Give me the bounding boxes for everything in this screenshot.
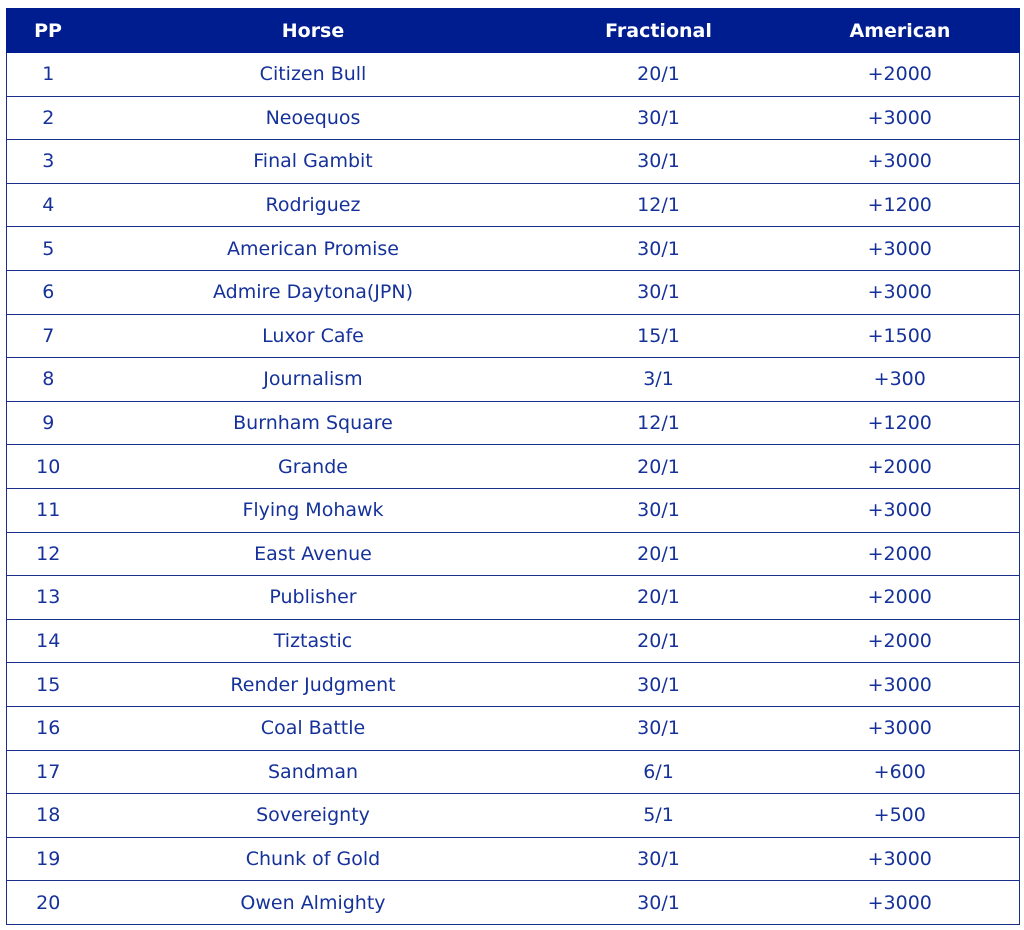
column-header-pp: PP	[7, 9, 90, 53]
table-row	[7, 314, 1020, 358]
cell-american: +2000	[781, 619, 1020, 663]
cell-pp: 20	[7, 881, 90, 925]
table-row	[7, 183, 1020, 227]
cell-pp: 1	[7, 53, 90, 97]
table-row	[7, 663, 1020, 707]
cell-pp: 16	[7, 706, 90, 750]
cell-american: +3000	[781, 488, 1020, 532]
cell-horse: Publisher	[90, 576, 537, 620]
cell-fractional: 30/1	[537, 706, 781, 750]
cell-pp: 13	[7, 576, 90, 620]
cell-fractional: 20/1	[537, 445, 781, 489]
cell-fractional: 20/1	[537, 532, 781, 576]
cell-american: +1200	[781, 401, 1020, 445]
cell-horse: Render Judgment	[90, 663, 537, 707]
cell-pp: 14	[7, 619, 90, 663]
cell-pp: 10	[7, 445, 90, 489]
cell-american: +2000	[781, 576, 1020, 620]
cell-fractional: 6/1	[537, 750, 781, 794]
cell-horse: Grande	[90, 445, 537, 489]
cell-pp: 7	[7, 314, 90, 358]
column-header-horse: Horse	[90, 9, 537, 53]
cell-horse: American Promise	[90, 227, 537, 271]
header-row	[7, 9, 1020, 53]
cell-fractional: 20/1	[537, 53, 781, 97]
cell-pp: 17	[7, 750, 90, 794]
cell-pp: 12	[7, 532, 90, 576]
table-row	[7, 750, 1020, 794]
cell-horse: Final Gambit	[90, 140, 537, 184]
cell-fractional: 20/1	[537, 576, 781, 620]
table-row	[7, 532, 1020, 576]
cell-fractional: 30/1	[537, 96, 781, 140]
cell-pp: 11	[7, 488, 90, 532]
column-header-fractional: Fractional	[537, 9, 781, 53]
cell-fractional: 20/1	[537, 619, 781, 663]
table-row	[7, 358, 1020, 402]
cell-pp: 9	[7, 401, 90, 445]
table-row	[7, 576, 1020, 620]
cell-horse: Rodriguez	[90, 183, 537, 227]
cell-fractional: 30/1	[537, 227, 781, 271]
table-row	[7, 401, 1020, 445]
cell-fractional: 3/1	[537, 358, 781, 402]
table-body	[7, 53, 1020, 925]
cell-horse: Neoequos	[90, 96, 537, 140]
cell-pp: 2	[7, 96, 90, 140]
cell-horse: Admire Daytona(JPN)	[90, 270, 537, 314]
cell-american: +3000	[781, 706, 1020, 750]
cell-pp: 6	[7, 270, 90, 314]
cell-pp: 3	[7, 140, 90, 184]
table-row	[7, 837, 1020, 881]
cell-american: +600	[781, 750, 1020, 794]
cell-american: +1500	[781, 314, 1020, 358]
cell-horse: Chunk of Gold	[90, 837, 537, 881]
table-header	[7, 9, 1020, 53]
cell-american: +300	[781, 358, 1020, 402]
cell-american: +3000	[781, 96, 1020, 140]
cell-pp: 4	[7, 183, 90, 227]
table-row	[7, 96, 1020, 140]
table-row	[7, 227, 1020, 271]
cell-horse: Sandman	[90, 750, 537, 794]
cell-horse: Owen Almighty	[90, 881, 537, 925]
cell-american: +3000	[781, 881, 1020, 925]
table-row	[7, 140, 1020, 184]
table-row	[7, 445, 1020, 489]
cell-american: +3000	[781, 270, 1020, 314]
cell-horse: East Avenue	[90, 532, 537, 576]
cell-fractional: 30/1	[537, 837, 781, 881]
cell-horse: Sovereignty	[90, 794, 537, 838]
cell-horse: Luxor Cafe	[90, 314, 537, 358]
table-row	[7, 53, 1020, 97]
cell-american: +3000	[781, 227, 1020, 271]
cell-pp: 5	[7, 227, 90, 271]
cell-pp: 15	[7, 663, 90, 707]
cell-fractional: 12/1	[537, 401, 781, 445]
cell-american: +3000	[781, 140, 1020, 184]
cell-horse: Flying Mohawk	[90, 488, 537, 532]
cell-horse: Tiztastic	[90, 619, 537, 663]
table-row	[7, 619, 1020, 663]
cell-pp: 8	[7, 358, 90, 402]
odds-table	[6, 8, 1020, 925]
cell-american: +2000	[781, 445, 1020, 489]
cell-fractional: 30/1	[537, 881, 781, 925]
cell-fractional: 30/1	[537, 270, 781, 314]
cell-fractional: 30/1	[537, 663, 781, 707]
cell-pp: 19	[7, 837, 90, 881]
cell-american: +1200	[781, 183, 1020, 227]
cell-fractional: 30/1	[537, 488, 781, 532]
table-row	[7, 794, 1020, 838]
cell-fractional: 12/1	[537, 183, 781, 227]
cell-american: +2000	[781, 53, 1020, 97]
cell-american: +3000	[781, 837, 1020, 881]
table-row	[7, 488, 1020, 532]
cell-horse: Citizen Bull	[90, 53, 537, 97]
cell-horse: Coal Battle	[90, 706, 537, 750]
table-row	[7, 881, 1020, 925]
cell-horse: Journalism	[90, 358, 537, 402]
cell-pp: 18	[7, 794, 90, 838]
cell-horse: Burnham Square	[90, 401, 537, 445]
cell-fractional: 30/1	[537, 140, 781, 184]
cell-american: +3000	[781, 663, 1020, 707]
cell-fractional: 15/1	[537, 314, 781, 358]
table-row	[7, 270, 1020, 314]
cell-american: +500	[781, 794, 1020, 838]
cell-american: +2000	[781, 532, 1020, 576]
table-row	[7, 706, 1020, 750]
column-header-american: American	[781, 9, 1020, 53]
cell-fractional: 5/1	[537, 794, 781, 838]
